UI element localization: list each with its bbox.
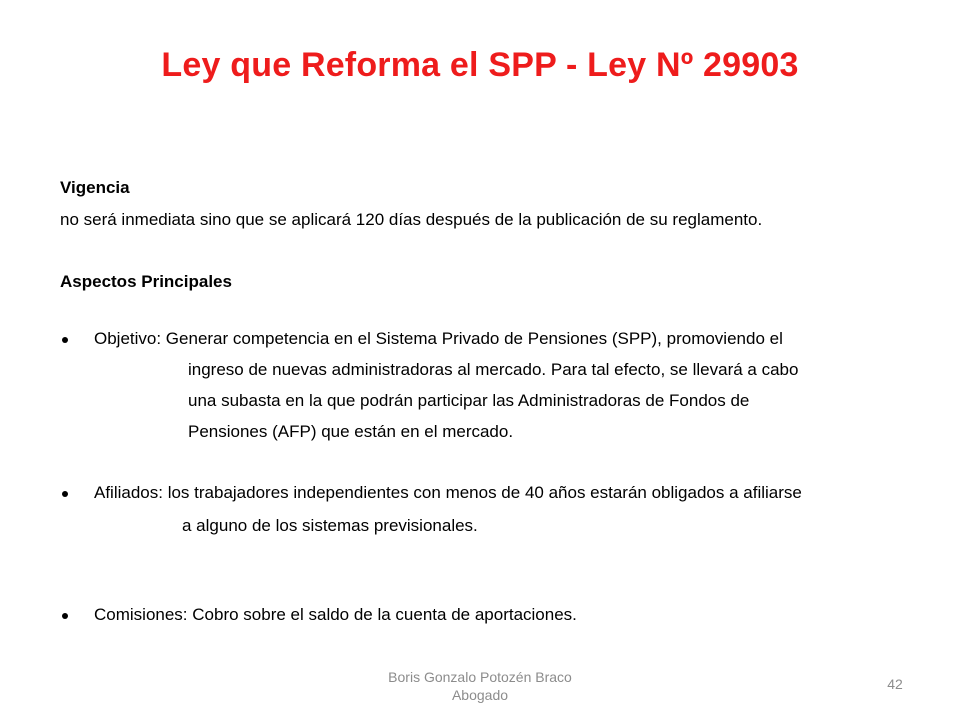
- footer-author-role: Abogado: [451, 687, 509, 703]
- bullet-line: Objetivo: Generar competencia en el Sistema Privado de Pensiones (SPP), promoviendo el: [94, 329, 783, 348]
- bullet-line: Comisiones: Cobro sobre el saldo de la cuenta de aportaciones.: [94, 605, 577, 624]
- bullet-line: Pensiones (AFP) que están en el mercado.: [188, 422, 514, 441]
- page-number: 42: [887, 676, 903, 692]
- bullet-dot-icon: [62, 613, 68, 619]
- aspectos-heading: Aspectos Principales: [60, 272, 232, 291]
- slide-title: Ley que Reforma el SPP - Ley Nº 29903: [161, 46, 799, 84]
- bullet-dot-icon: [62, 491, 68, 497]
- bullet-line: a alguno de los sistemas previsionales.: [182, 516, 478, 535]
- footer-author: [330, 668, 630, 704]
- vigencia-heading: Vigencia: [60, 178, 130, 197]
- footer-author-name: Boris Gonzalo Potozén Braco: [388, 669, 572, 685]
- bullet-line: Afiliados: los trabajadores independientes con menos de 40 años estarán obligados a afiliarse: [94, 483, 802, 502]
- bullet-line: ingreso de nuevas administradoras al mercado. Para tal efecto, se llevará a cabo: [188, 360, 799, 379]
- bullet-dot-icon: [62, 337, 68, 343]
- vigencia-text: no será inmediata sino que se aplicará 120 días después de la publicación de su reglamento.: [60, 210, 763, 229]
- bullet-line: una subasta en la que podrán participar las Administradoras de Fondos de: [188, 391, 750, 410]
